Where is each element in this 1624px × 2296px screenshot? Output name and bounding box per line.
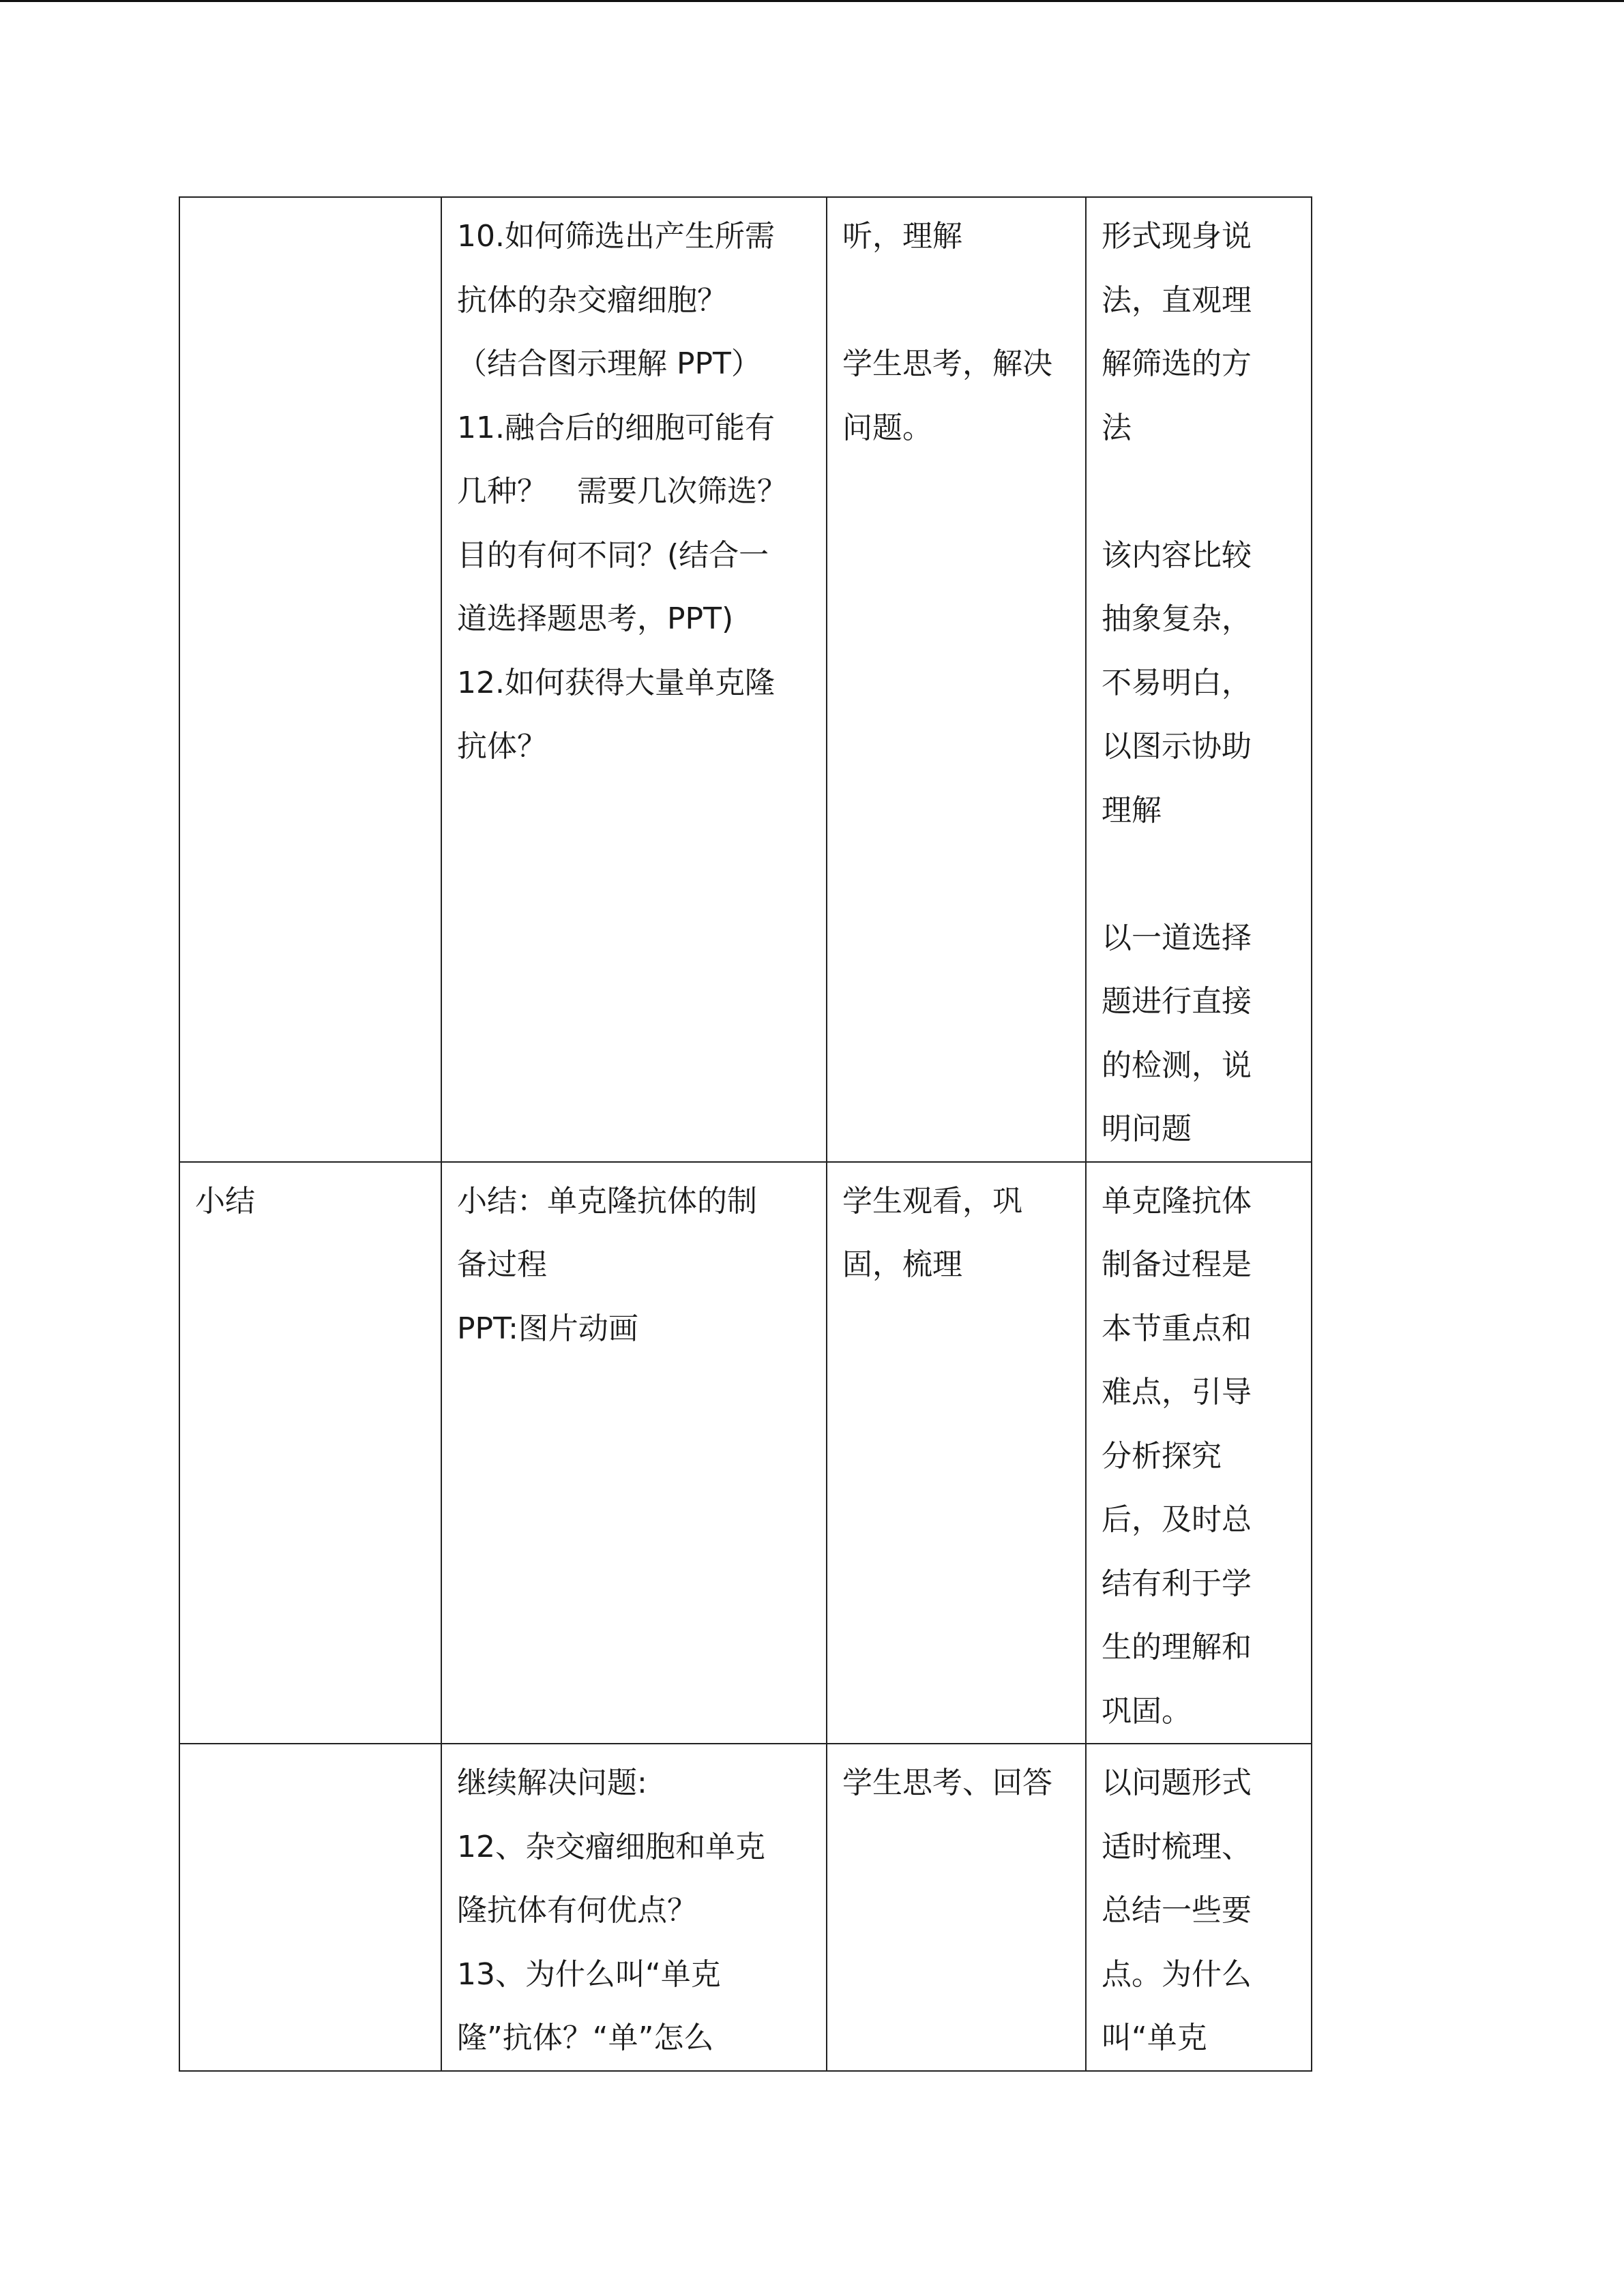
teacher-line: 几种？ 需要几次筛选？ [457, 474, 787, 509]
teacher-line: 11.融合后的细胞可能有 [457, 410, 775, 445]
intent-line: 形式现身说 [1102, 219, 1252, 254]
intent-line: 理解 [1102, 792, 1162, 828]
teacher-line: 目的有何不同？(结合一 [457, 537, 769, 573]
teacher-activity-cell [441, 197, 827, 1162]
student-line: 学生观看，巩 [842, 1183, 1022, 1219]
table-row [179, 1162, 1312, 1744]
student-activity-cell [827, 197, 1086, 1162]
intent-line: 法 [1102, 410, 1132, 445]
intent-line: 后，及时总 [1102, 1502, 1252, 1537]
teacher-line: 12、杂交瘤细胞和单克 [457, 1829, 765, 1864]
teacher-line: 12.如何获得大量单克隆 [457, 665, 775, 700]
stage-cell [179, 197, 441, 1162]
teacher-line: 继续解决问题: [457, 1765, 647, 1800]
intent-line: 明问题 [1102, 1112, 1192, 1146]
intent-line: 的检测，说 [1102, 1047, 1252, 1083]
teacher-line: 道选择题思考，PPT) [457, 601, 734, 636]
lesson-plan-table [179, 196, 1312, 2072]
intent-line: 单克隆抗体 [1102, 1183, 1252, 1219]
teacher-line: 隆”抗体？“单”怎么 [457, 2021, 714, 2055]
intent-line: 法，直观理 [1102, 282, 1252, 318]
teacher-line: 13、为什么叫“单克 [457, 1956, 721, 1992]
student-activity-cell [827, 1162, 1086, 1744]
stage-cell [179, 1162, 441, 1744]
student-line: 学生思考，解决 [842, 346, 1052, 381]
page-top-border [0, 0, 1624, 2]
intent-line: 本节重点和 [1102, 1311, 1252, 1346]
intent-line: 生的理解和 [1102, 1630, 1252, 1665]
intent-line: 巩固。 [1102, 1693, 1192, 1729]
intent-line: 以一道选择 [1102, 920, 1252, 955]
teacher-line: 小结：单克隆抗体的制 [457, 1183, 757, 1219]
intent-line: 抽象复杂， [1102, 601, 1252, 636]
intent-line: 叫“单克 [1102, 2021, 1207, 2055]
student-line: 问题。 [842, 410, 932, 445]
teacher-line: PPT:图片动画 [457, 1311, 638, 1346]
intent-line: 以图示协助 [1102, 729, 1252, 764]
intent-line: 制备过程是 [1102, 1247, 1252, 1282]
teacher-line: 抗体的杂交瘤细胞？ [457, 282, 727, 318]
student-line: 学生思考、回答 [842, 1765, 1052, 1800]
intent-line: 解筛选的方 [1102, 346, 1252, 381]
teacher-line: 隆抗体有何优点？ [457, 1893, 697, 1928]
intent-line: 点。为什么 [1102, 1956, 1252, 1992]
intent-line: 结有利于学 [1102, 1566, 1252, 1601]
intent-line: 题进行直接 [1102, 984, 1252, 1019]
teacher-line: 10.如何筛选出产生所需 [457, 219, 775, 254]
teacher-activity-cell [441, 1162, 827, 1744]
intent-line: 总结一些要 [1102, 1893, 1252, 1928]
student-activity-cell [827, 1744, 1086, 2071]
intent-line: 分析探究 [1102, 1438, 1222, 1474]
intent-line: 难点，引导 [1102, 1375, 1252, 1410]
table-row [179, 197, 1312, 1162]
design-intent-cell [1086, 1162, 1312, 1744]
intent-line: 该内容比较 [1102, 537, 1252, 573]
table-row [179, 1744, 1312, 2071]
intent-line: 不易明白， [1102, 665, 1252, 700]
intent-line: 适时梳理、 [1102, 1829, 1252, 1864]
design-intent-cell [1086, 1744, 1312, 2071]
student-line: 听，理解 [842, 219, 962, 254]
design-intent-cell [1086, 197, 1312, 1162]
teacher-line: 备过程 [457, 1247, 547, 1282]
teacher-activity-cell [441, 1744, 827, 2071]
student-line: 固，梳理 [842, 1247, 962, 1282]
teacher-line: 抗体？ [457, 729, 547, 764]
stage-cell [179, 1744, 441, 2071]
stage-label: 小结 [195, 1183, 255, 1219]
teacher-line: （结合图示理解 PPT） [457, 346, 761, 381]
intent-line: 以问题形式 [1102, 1765, 1252, 1800]
